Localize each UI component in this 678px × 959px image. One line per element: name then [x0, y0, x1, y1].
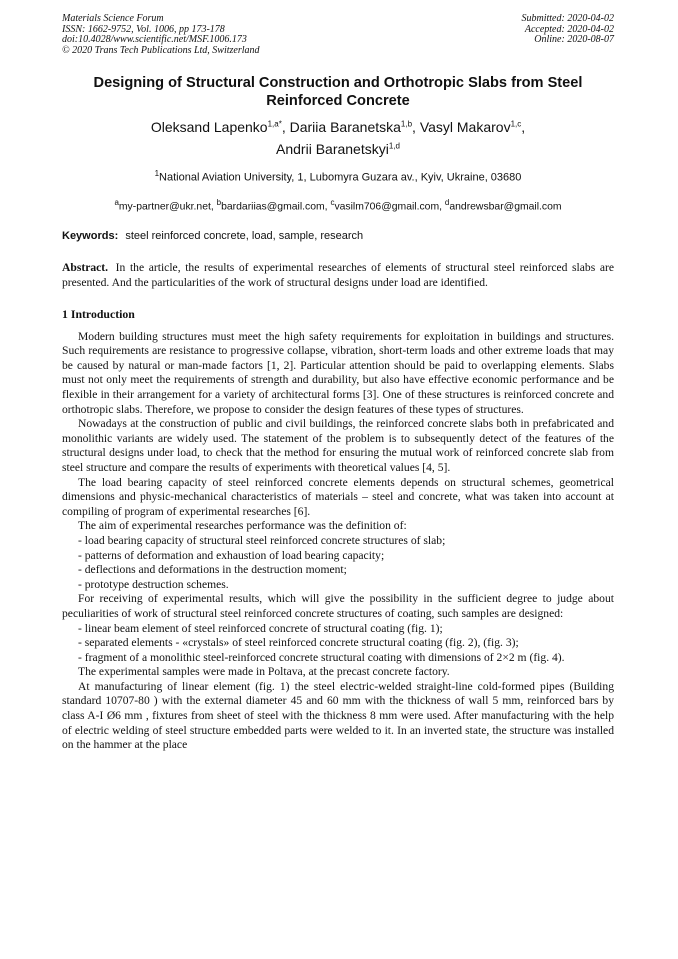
journal-header [62, 14, 614, 56]
list-item: - load bearing capacity of structural steel reinforced concrete structures of slab; [78, 533, 446, 547]
email-link[interactable]: bardariias@gmail.com [221, 201, 325, 213]
paragraph: At manufacturing of linear element (fig. 1) the steel electric-welded straight-line cold-formed pipes (Building standard 10707-80 ) with the external diameter 45 and 60 mm with the thickness of wall 5 mm, reinforced bars by class A-I Ø6 mm , fixtures from sheet of steel with the thickness 8 mm were used. After manufacturing with the help of electric welding of steel structure embedded parts were welded to it. In an inverted state, the structure was installed on the hammer at the place [62, 679, 614, 752]
accepted-date: Accepted: 2020-04-02 [524, 23, 614, 35]
paper-title: Designing of Structural Construction and Orthotropic Slabs from Steel Reinforced Concrete [93, 75, 583, 109]
abstract [62, 261, 614, 290]
email-separator: , [210, 201, 217, 213]
paragraph: Nowadays at the construction of public and civil buildings, the reinforced concrete slabs both in prefabricated and monolithic variants are widely used. The statement of the problem is to subsequently detect of the features of the structural designs under load, to check that the method for ensuring the mutual work of reinforced concrete slab from steel structure and compare the results of experiments with theoretical values [4, 5]. [62, 417, 614, 474]
email-sup: c [330, 197, 335, 207]
email-list [62, 196, 614, 213]
submitted-date: Submitted: 2020-04-02 [521, 13, 614, 24]
author-sup: 1,a* [267, 119, 282, 128]
journal-doi: doi:10.4028/www.scientific.net/MSF.1006.173 [62, 34, 247, 45]
keywords-label: Keywords: [62, 230, 119, 243]
affiliation [62, 167, 614, 185]
list-item: - prototype destruction schemes. [78, 577, 229, 591]
paragraph: For receiving of experimental results, which will give the possibility in the sufficient degree to judge about peculiarities of work of structural steel reinforced concrete structures of coating, such samples are designed: [62, 592, 614, 620]
section-body [62, 330, 614, 753]
author [151, 119, 290, 135]
affiliation-sup: 1 [154, 169, 160, 179]
abstract-label: Abstract. [62, 261, 109, 275]
email-sup: b [216, 197, 222, 207]
author-list [62, 114, 614, 159]
author-name: Andrii Baranetskyi [276, 141, 389, 158]
paragraph: The load bearing capacity of steel reinforced concrete elements depends on structural schemes, geometrical dimensions and physic-mechanical characteristics of materials – steel and concrete, what was taken into account at compiling of program of experimental researches [6]. [62, 475, 614, 518]
author [276, 141, 400, 157]
email-separator: , [439, 201, 445, 213]
author-sup: 1,b [400, 119, 413, 128]
author-name: Oleksand Lapenko [150, 118, 268, 135]
email-link[interactable]: my-partner@ukr.net [118, 201, 211, 213]
keywords-text: steel reinforced concrete, load, sample, research [125, 230, 364, 243]
email-separator: , [324, 201, 331, 213]
email-sup: a [114, 197, 119, 207]
author [290, 119, 420, 135]
paragraph: The aim of experimental researches performance was the definition of: [78, 519, 407, 533]
email-link[interactable]: vasilm706@gmail.com [334, 201, 440, 213]
author-name: Dariia Baranetska [289, 118, 401, 135]
author-separator: , [521, 118, 526, 135]
list-item: - patterns of deformation and exhaustion of load bearing capacity; [78, 548, 385, 562]
online-date: Online: 2020-08-07 [534, 34, 614, 45]
journal-name: Materials Science Forum [62, 13, 164, 24]
journal-copyright: © 2020 Trans Tech Publications Ltd, Switzerland [62, 44, 260, 56]
journal-issn: ISSN: 1662-9752, Vol. 1006, pp 173-178 [62, 23, 225, 35]
author-name: Vasyl Makarov [419, 118, 511, 135]
author-sup: 1,c [510, 119, 522, 128]
author-sup: 1,d [388, 141, 400, 151]
list-item: - fragment of a monolithic steel-reinforced concrete structural coating with dimensions of 2×2 m (fig. 4). [78, 650, 565, 664]
paragraph: Modern building structures must meet the high safety requirements for exploitation in buildings and structures. Such requirements are resistance to progressive collapse, vibration, short-term loads and other extreme loads that may be caused by natural or man-made factors [1, 2]. Particular attention should be paid to overlapping elements. Slabs must not only meet the requirements of strength and durability, but also have effective economic performance and be flexible in their arrangement for a variety of architectural forms [3]. One of these structures is reinforced concrete and orthotropic slabs. Therefore, we propose to consider the design features of these types of structures. [62, 329, 614, 416]
author-separator: , [281, 118, 290, 135]
abstract-text: In the article, the results of experimental researches of elements of structural steel reinforced slabs are presented. And the particularities of the work of structural designs under load are identified. [62, 261, 614, 290]
affiliation-text: National Aviation University, 1, Lubomyra Guzara av., Kyiv, Ukraine, 03680 [159, 171, 522, 184]
list-item: - linear beam element of steel reinforced concrete of structural coating (fig. 1); [78, 621, 443, 635]
email-sup: d [444, 197, 450, 207]
email-link[interactable]: andrewsbar@gmail.com [449, 201, 562, 213]
paragraph: The experimental samples were made in Poltava, at the precast concrete factory. [78, 665, 450, 679]
section-heading: 1 Introduction [62, 306, 135, 321]
publication-dates [522, 14, 615, 56]
list-item: - deflections and deformations in the destruction moment; [78, 563, 347, 577]
author [420, 119, 525, 135]
list-item: - separated elements - «crystals» of steel reinforced concrete structural coating (fig. 2), (fig. 3); [78, 636, 519, 650]
journal-info [62, 14, 260, 56]
author-separator: , [412, 118, 420, 135]
paper-page [62, 14, 614, 753]
keywords [62, 230, 614, 243]
